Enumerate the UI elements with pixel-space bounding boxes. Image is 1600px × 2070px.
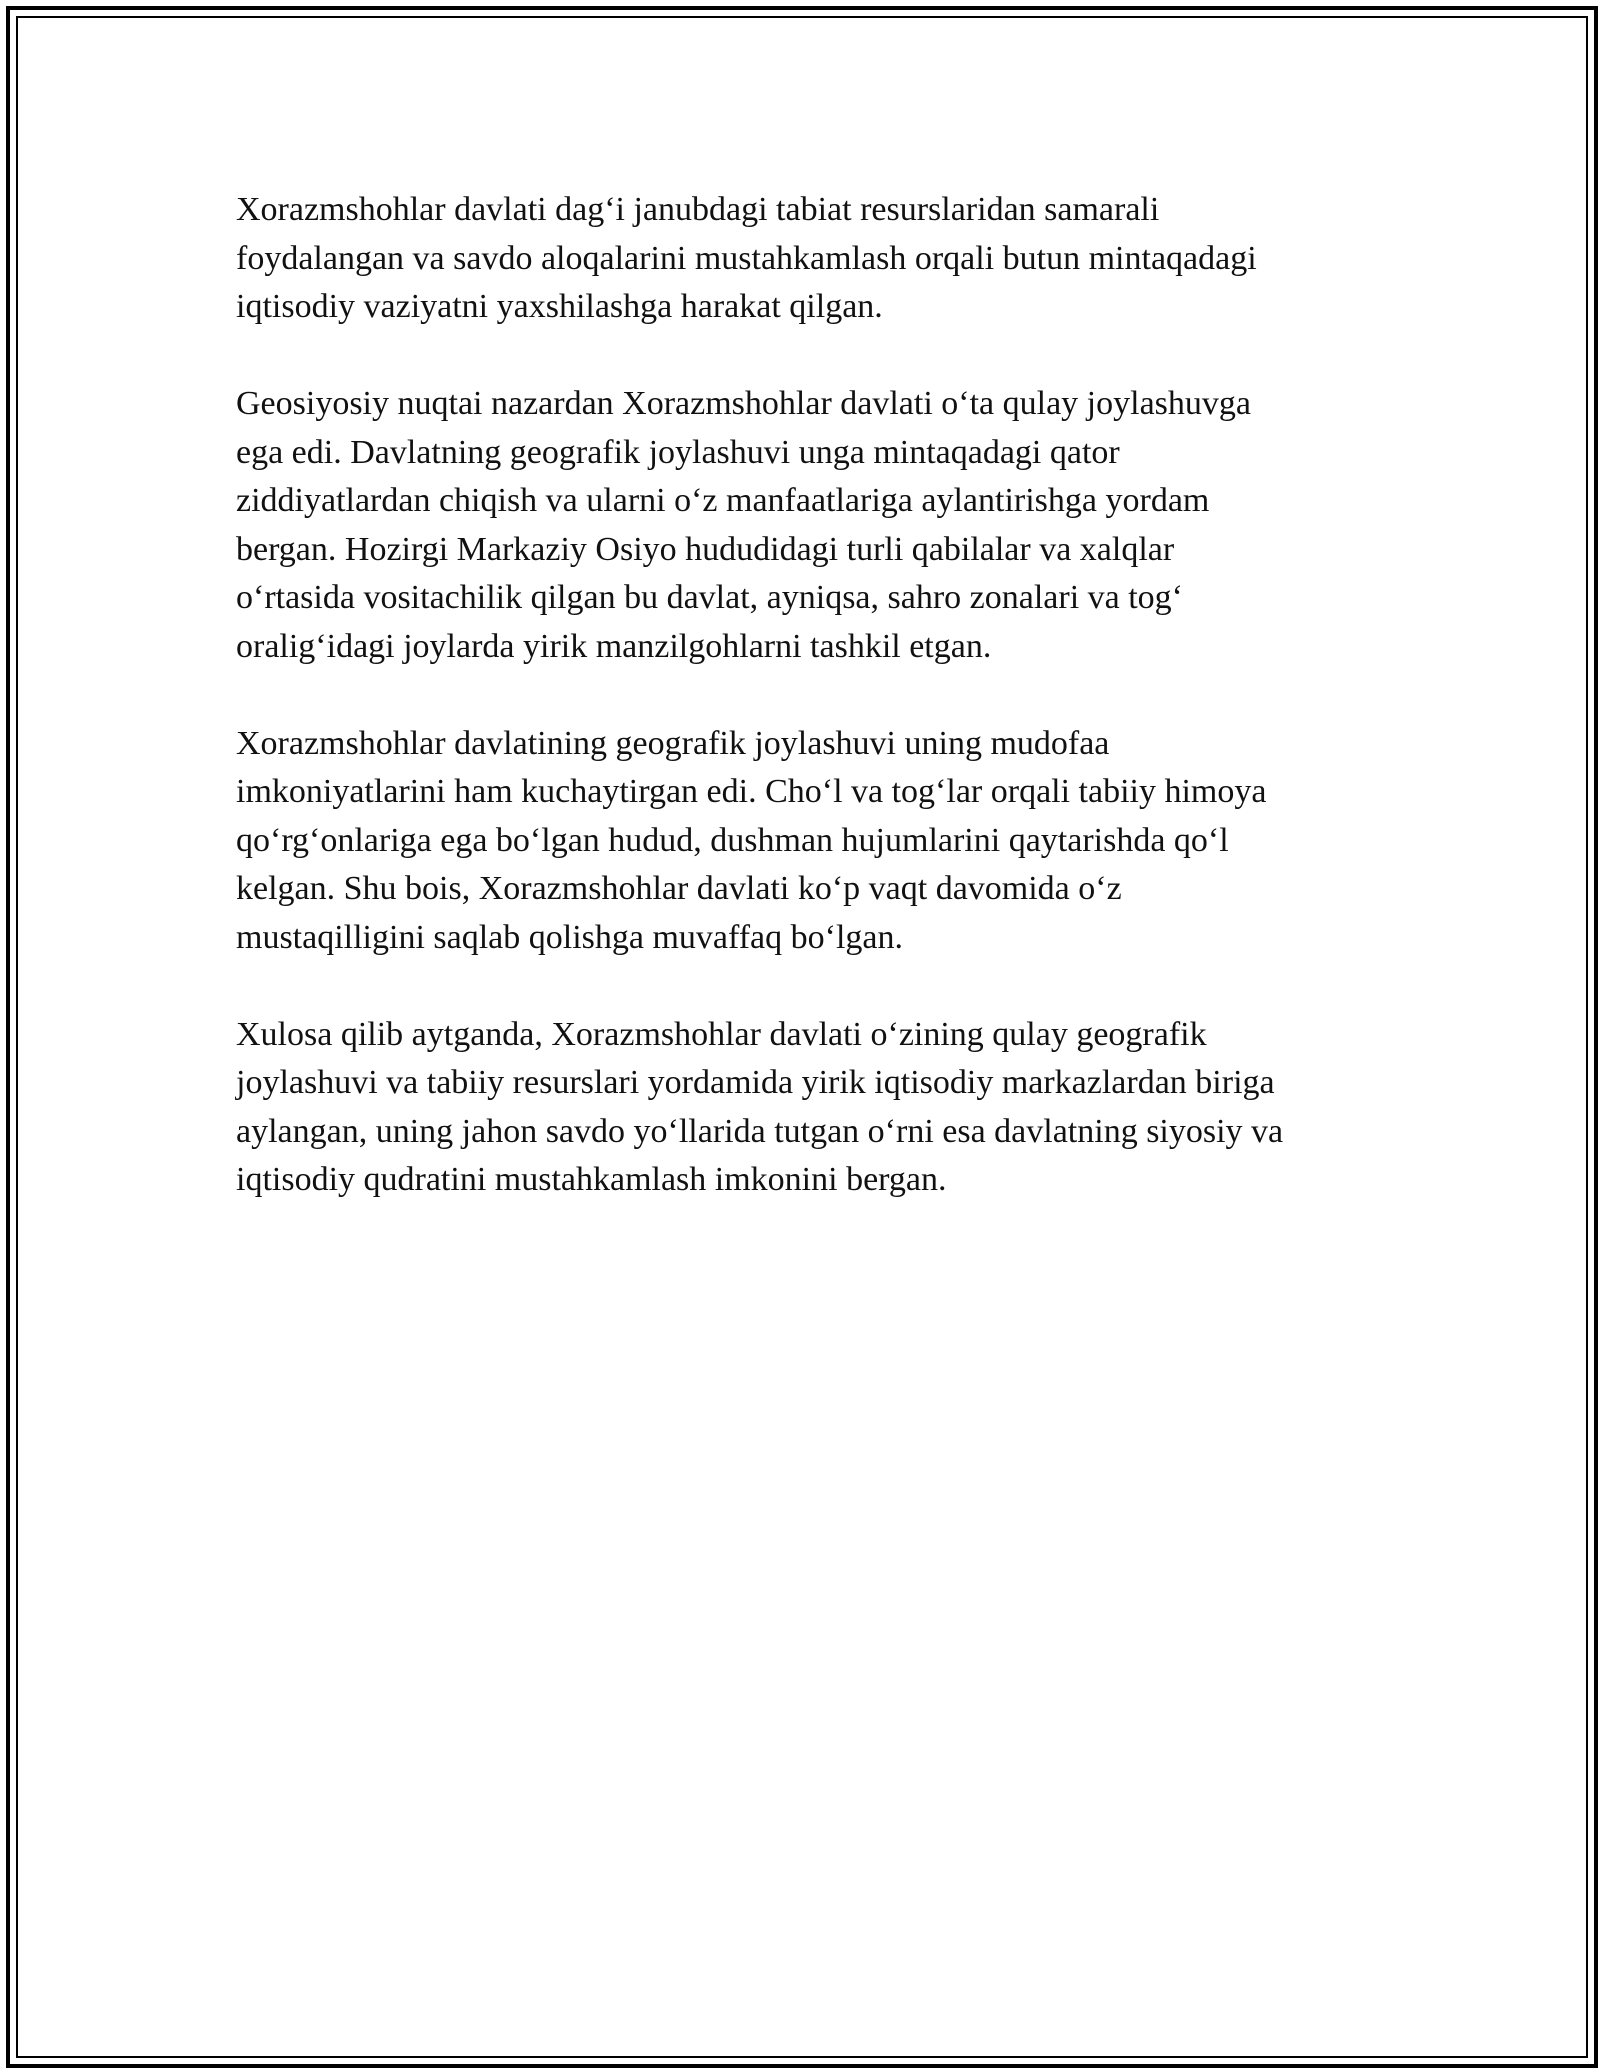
paragraph-trade-resources: Xorazmshohlar davlati dag‘i janubdagi tabiat resurslaridan samarali foydalangan va savdo aloqalarini mustahkamlash orqali butun mintaqadagi iqtisodiy vaziyatni yaxshilashga harakat qilgan. xyxy=(236,191,1257,325)
paragraph-conclusion: Xulosa qilib aytganda, Xorazmshohlar davlati o‘zining qulay geografik joylashuvi va tabiiy resurslari yordamida yirik iqtisodiy markazlardan biriga aylangan, uning jahon savdo yo‘llarida tutgan o‘rni esa davlatning siyosiy va iqtisodiy qudratini mustahkamlash imkonini bergan. xyxy=(236,1015,1284,1198)
document-body xyxy=(236,186,1376,1253)
paragraph-geopolitics: Geosiyosiy nuqtai nazardan Xorazmshohlar davlati o‘ta qulay joylashuvga ega edi. Davlatning geografik joylashuvi unga mintaqadagi qator ziddiyatlardan chiqish va ularni o‘z manfaatlariga aylantirishga yordam bergan. Hozirgi Markaziy Osiyo hududidagi turli qabilalar va xalqlar o‘rtasida vositachilik qilgan bu davlat, ayniqsa, sahro zonalari va tog‘ oralig‘idagi joylarda yirik manzilgohlarni tashkil etgan. xyxy=(236,385,1251,665)
paragraph-defense: Xorazmshohlar davlatining geografik joylashuvi uning mudofaa imkoniyatlarini ham kuchaytirgan edi. Cho‘l va tog‘lar orqali tabiiy himoya qo‘rg‘onlariga ega bo‘lgan hudud, dushman hujumlarini qaytarishda qo‘l kelgan. Shu bois, Xorazmshohlar davlati ko‘p vaqt davomida o‘z mustaqilligini saqlab qolishga muvaffaq bo‘lgan. xyxy=(236,724,1267,956)
